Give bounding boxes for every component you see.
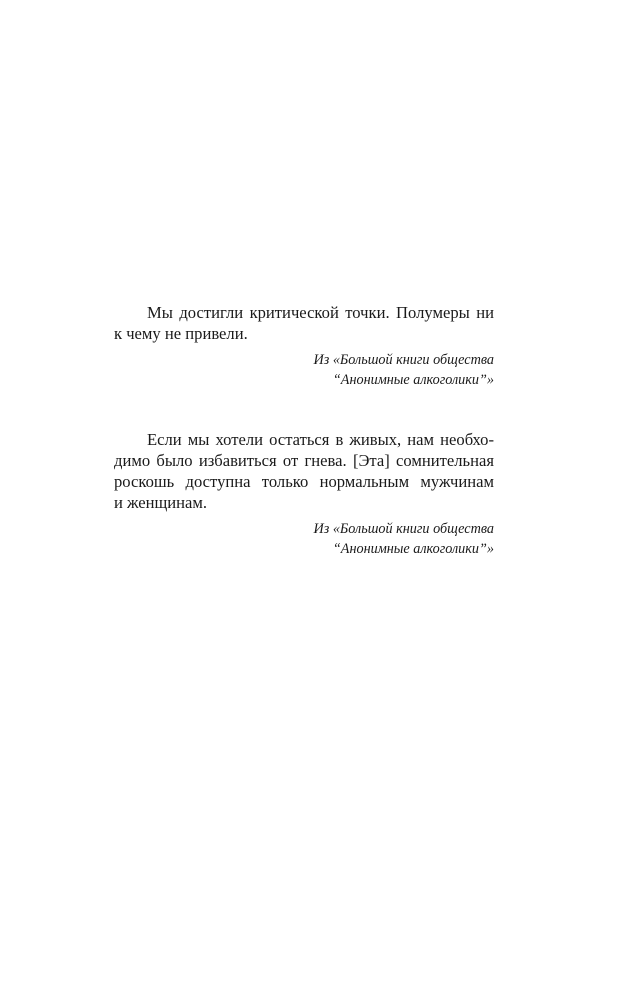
source-line: Из «Большой книги общества [313,521,494,537]
epigraph-source [114,350,494,390]
source-line: “Анонимные алкоголики”» [332,372,494,388]
quote-line: Мы достигли критической точки. Полумеры ни [147,303,494,322]
quote-line: роскошь доступна только нормальным мужчинам [114,472,494,491]
quote-line: и женщинам. [114,493,208,512]
source-line: Из «Большой книги общества [313,352,494,368]
source-line: “Анонимные алкоголики”» [332,541,494,557]
epigraph-2 [114,429,494,559]
epigraph-1 [114,302,494,390]
quote-line: к чему не привели. [114,324,248,343]
quote-line: димо было избавиться от гнева. [Эта] сомнительная [114,451,494,470]
epigraph-source [114,519,494,559]
quote-line: Если мы хотели остаться в живых, нам необхо- [147,430,494,449]
